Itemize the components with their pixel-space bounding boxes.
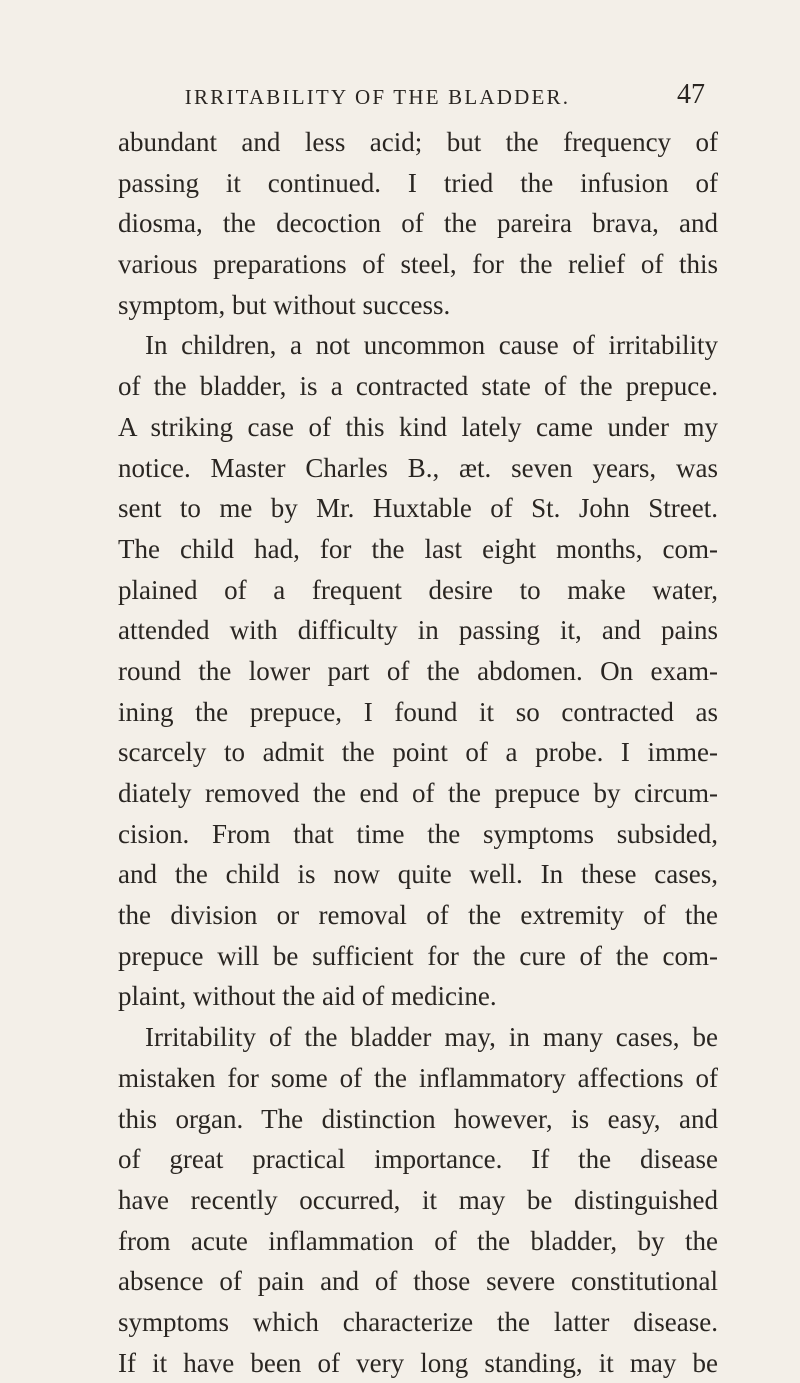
text-line: ining the prepuce, I found it so contracted as — [118, 696, 718, 727]
text-line: sent to me by Mr. Huxtable of St. John Street. — [118, 493, 718, 524]
text-line: attended with difficulty in passing it, and pains — [118, 615, 718, 646]
text-line: scarcely to admit the point of a probe. I imme- — [118, 737, 718, 768]
text-line: cision. From that time the symptoms subsided, — [118, 818, 718, 849]
text-line: plaint, without the aid of medicine. — [118, 981, 497, 1012]
text-line: notice. Master Charles B., æt. seven years, was — [118, 452, 718, 483]
text-line: diosma, the decoction of the pareira brava, and — [118, 208, 718, 239]
text-line: of great practical importance. If the disease — [118, 1144, 718, 1175]
text-body — [118, 122, 718, 1383]
text-line: have recently occurred, it may be distinguished — [118, 1184, 718, 1215]
paragraph-start: Irritability of the bladder may, in many cases, be — [145, 1022, 718, 1053]
page-number: 47 — [677, 79, 705, 110]
text-line: The child had, for the last eight months, com- — [118, 533, 718, 564]
text-line: symptom, but without success. — [118, 289, 451, 320]
text-line: various preparations of steel, for the relief of this — [118, 249, 718, 280]
text-line: round the lower part of the abdomen. On exam- — [118, 655, 718, 686]
text-line: of the bladder, is a contracted state of the prepuce. — [118, 371, 718, 402]
text-line: and the child is now quite well. In these cases, — [118, 859, 718, 890]
text-line: the division or removal of the extremity of the — [118, 900, 718, 931]
paragraph-start: In children, a not uncommon cause of irritability — [145, 330, 718, 361]
text-line: diately removed the end of the prepuce by circum- — [118, 778, 718, 808]
text-line: mistaken for some of the inflammatory affections of — [118, 1062, 718, 1093]
text-line: symptoms which characterize the latter disease. — [118, 1306, 718, 1337]
running-head — [110, 80, 705, 114]
text-line: plained of a frequent desire to make water, — [118, 574, 718, 605]
text-line: this organ. The distinction however, is easy, and — [118, 1103, 718, 1134]
text-line: passing it continued. I tried the infusion of — [118, 167, 718, 198]
text-line: A striking case of this kind lately came under my — [118, 411, 718, 442]
running-title: IRRITABILITY OF THE BLADDER. — [184, 85, 571, 109]
text-line: absence of pain and of those severe constitutional — [118, 1266, 718, 1297]
text-line: prepuce will be sufficient for the cure of the com- — [118, 940, 718, 971]
text-line: If it have been of very long standing, it may be — [118, 1347, 718, 1378]
text-line: abundant and less acid; but the frequency of — [118, 127, 718, 157]
text-line: from acute inflammation of the bladder, by the — [118, 1225, 718, 1256]
